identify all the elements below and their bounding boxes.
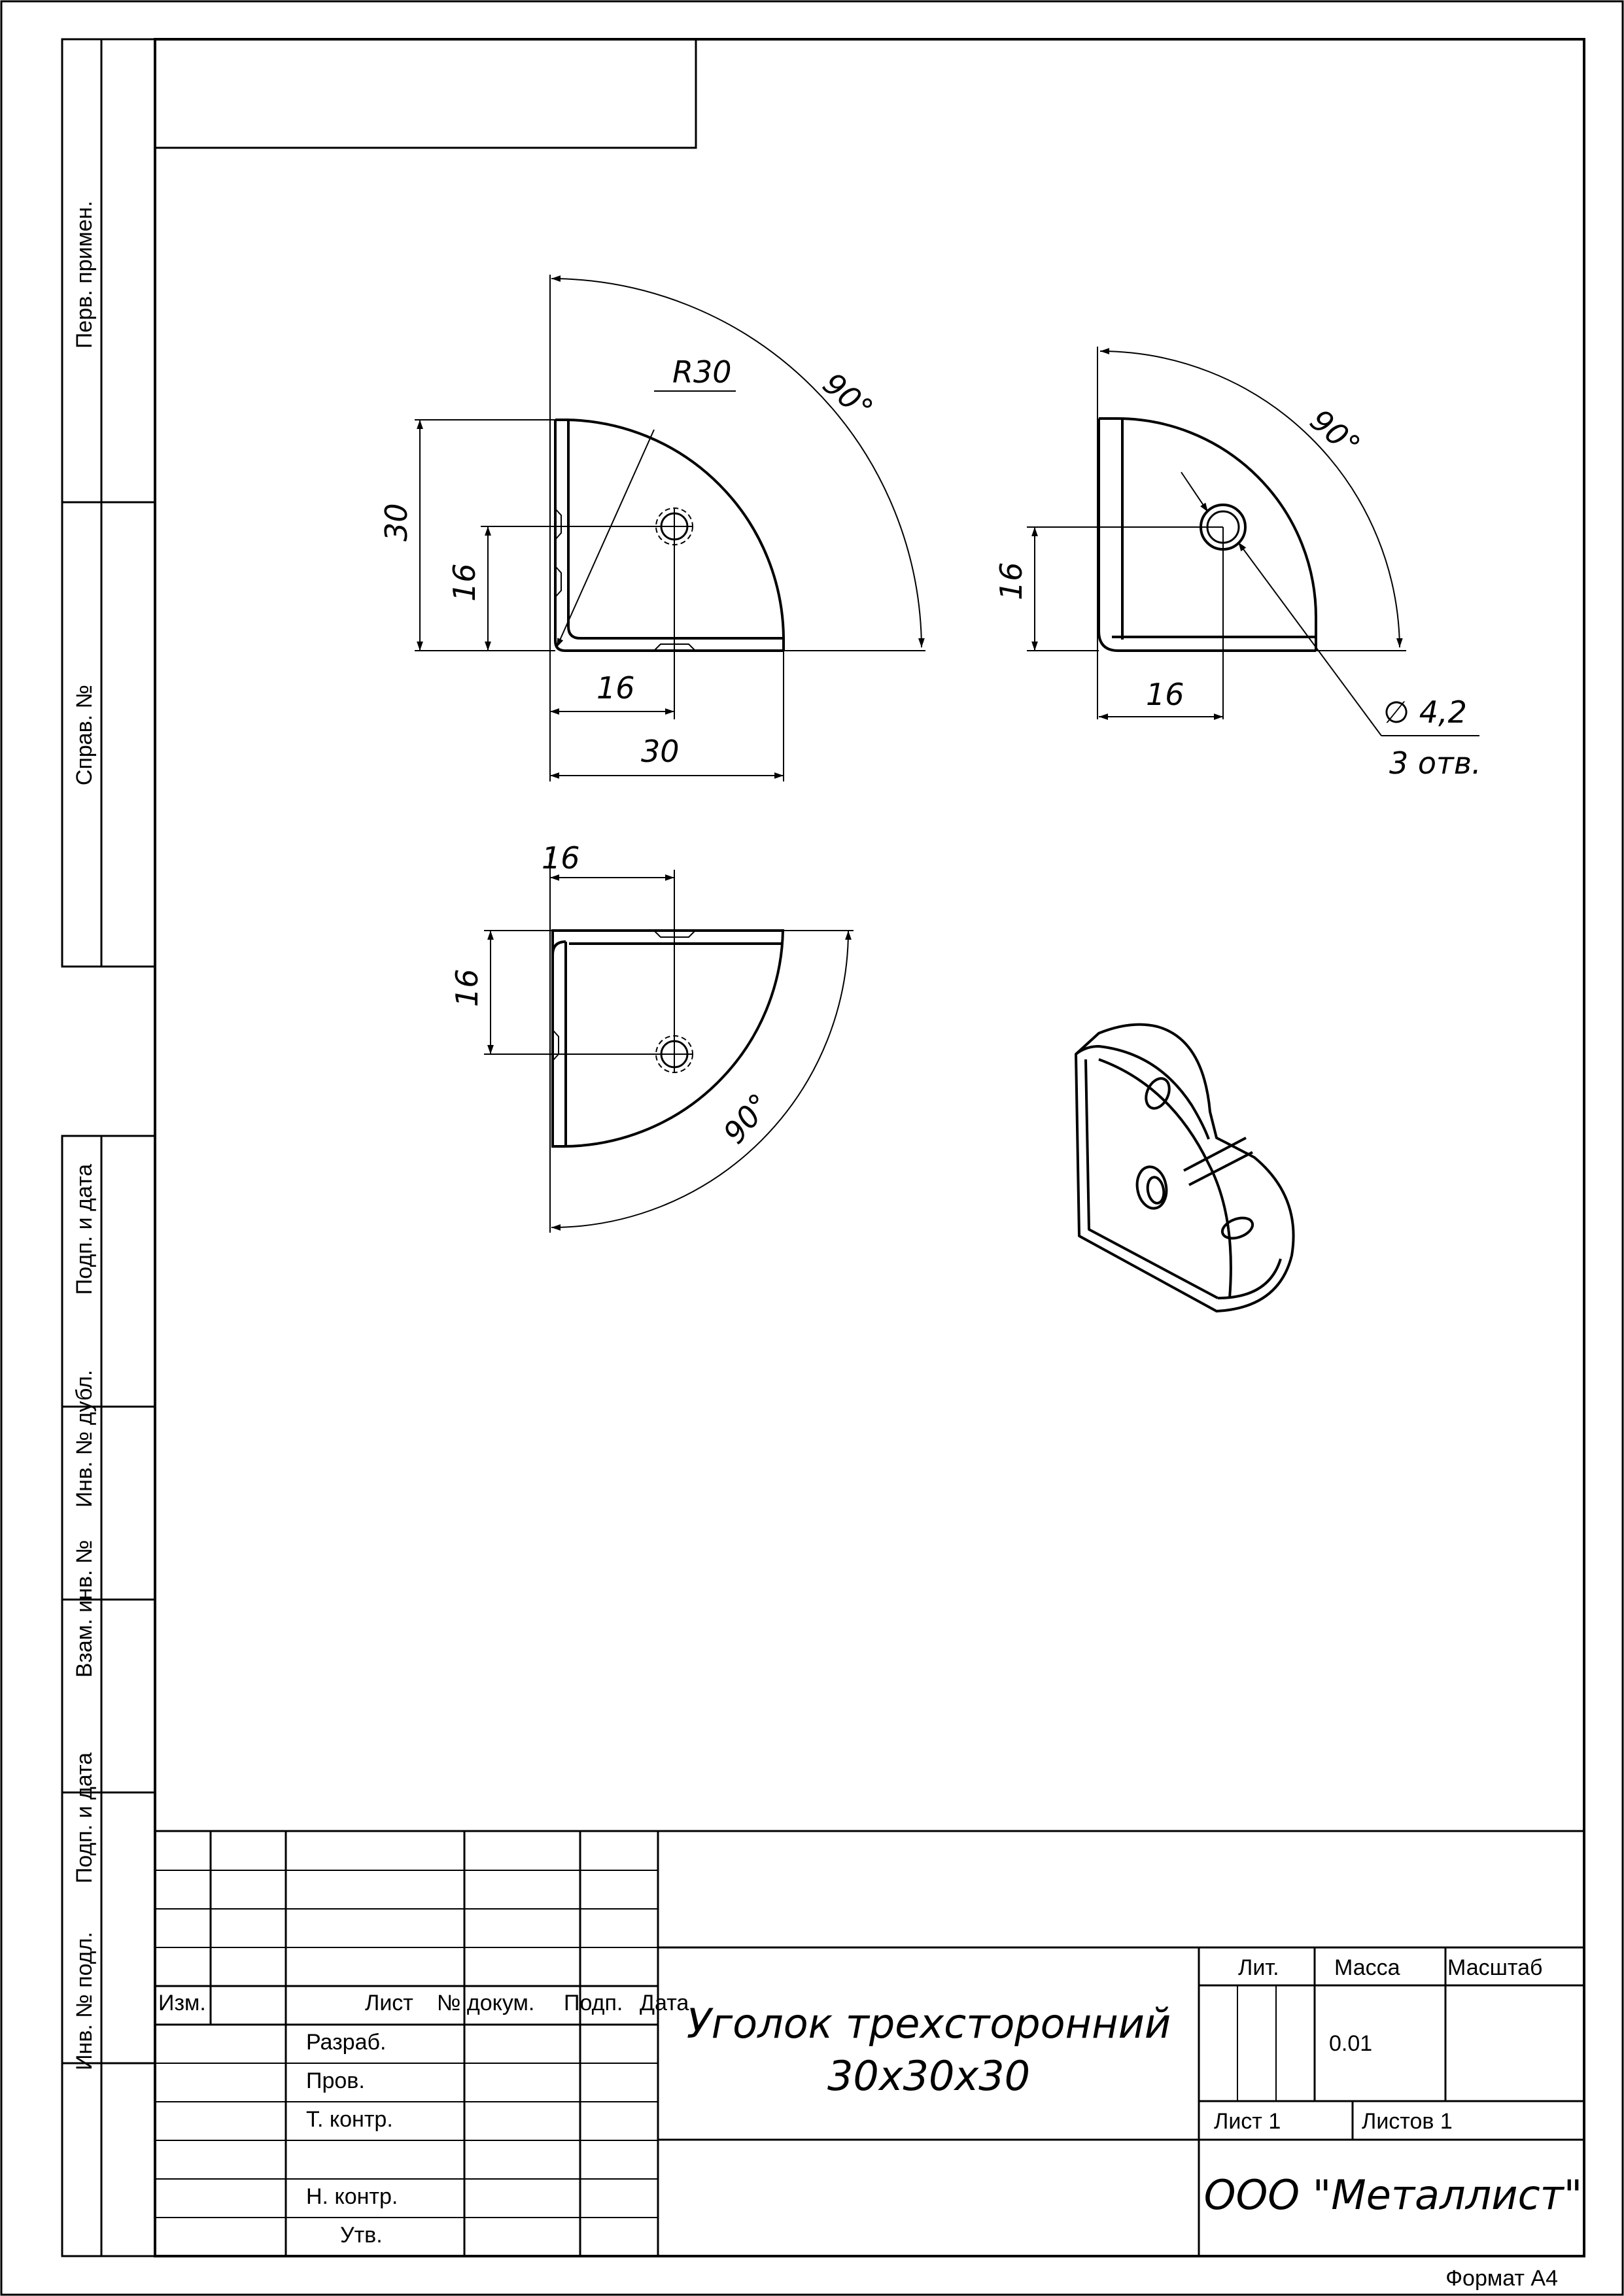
view-isometric: [1076, 1025, 1294, 1311]
tb-massa: Масса: [1334, 1955, 1400, 1980]
tb-sheet: Лист 1: [1214, 2109, 1281, 2134]
tb-lit: Лит.: [1238, 1955, 1279, 1980]
dim-hole-count: 3 отв.: [1389, 745, 1481, 781]
view-top: [449, 840, 854, 1233]
dim-16-vertical: 16: [447, 563, 482, 602]
tb-data: Дата: [640, 1991, 689, 2015]
label-inv-no-podl: Инв. № подл.: [72, 1932, 97, 2070]
tb-t-kontr: Т. контр.: [306, 2107, 393, 2132]
tb-list: Лист: [365, 1991, 413, 2015]
side-strip-lower: [62, 1136, 155, 2256]
tb-utv: Утв.: [340, 2223, 383, 2248]
tb-izm: Изм.: [158, 1991, 206, 2015]
tb-n-kontr: Н. контр.: [306, 2184, 398, 2209]
dim-16-top-horizontal: 16: [542, 840, 580, 876]
tb-sheets: Листов 1: [1362, 2109, 1453, 2134]
dim-angle-3: 90°: [716, 1086, 778, 1151]
dim-angle-1: 90°: [816, 366, 880, 427]
label-podp-data-1: Подп. и дата: [72, 1163, 97, 1295]
dim-radius: R30: [672, 354, 732, 390]
designation-box: [155, 39, 696, 148]
tb-company: ООО "Металлист": [1203, 2171, 1583, 2219]
tb-title-line1: Уголок трехсторонний: [686, 2000, 1171, 2048]
sheet-trim: [1, 1, 1623, 2295]
dim-hole-diameter: ∅ 4,2: [1383, 694, 1467, 730]
tb-masshtab: Масштаб: [1447, 1955, 1543, 1980]
label-sprav-no: Справ. №: [72, 684, 97, 786]
dim-16-horizontal: 16: [596, 670, 635, 706]
dim-16-top-vertical: 16: [449, 968, 485, 1007]
label-vzam-inv-no: Взам. инв. №: [72, 1539, 97, 1678]
drawing-frame: [155, 39, 1584, 2256]
dim-16-side-horizontal: 16: [1146, 677, 1184, 712]
dim-30-horizontal: 30: [641, 734, 680, 769]
label-inv-no-dubl: Инв. № дубл.: [72, 1369, 97, 1508]
tb-no-dokum: № докум.: [437, 1991, 535, 2015]
tb-format: Формат А4: [1445, 2266, 1558, 2291]
side-strip-upper: [62, 39, 155, 967]
view-side: [993, 347, 1481, 781]
tb-podp: Подп.: [564, 1991, 623, 2015]
dim-30-vertical: 30: [379, 503, 414, 541]
dim-16-side-vertical: 16: [993, 562, 1029, 600]
tb-prov: Пров.: [306, 2068, 365, 2093]
label-podp-data-2: Подп. и дата: [72, 1752, 97, 1884]
tb-razrab: Разраб.: [306, 2030, 387, 2055]
tb-mass-value: 0.01: [1329, 2031, 1373, 2056]
view-front: [379, 275, 925, 781]
dim-angle-2: 90°: [1303, 402, 1368, 464]
tb-title-line2: 30x30x30: [827, 2052, 1031, 2100]
label-perv-primen: Перв. примен.: [72, 200, 97, 349]
